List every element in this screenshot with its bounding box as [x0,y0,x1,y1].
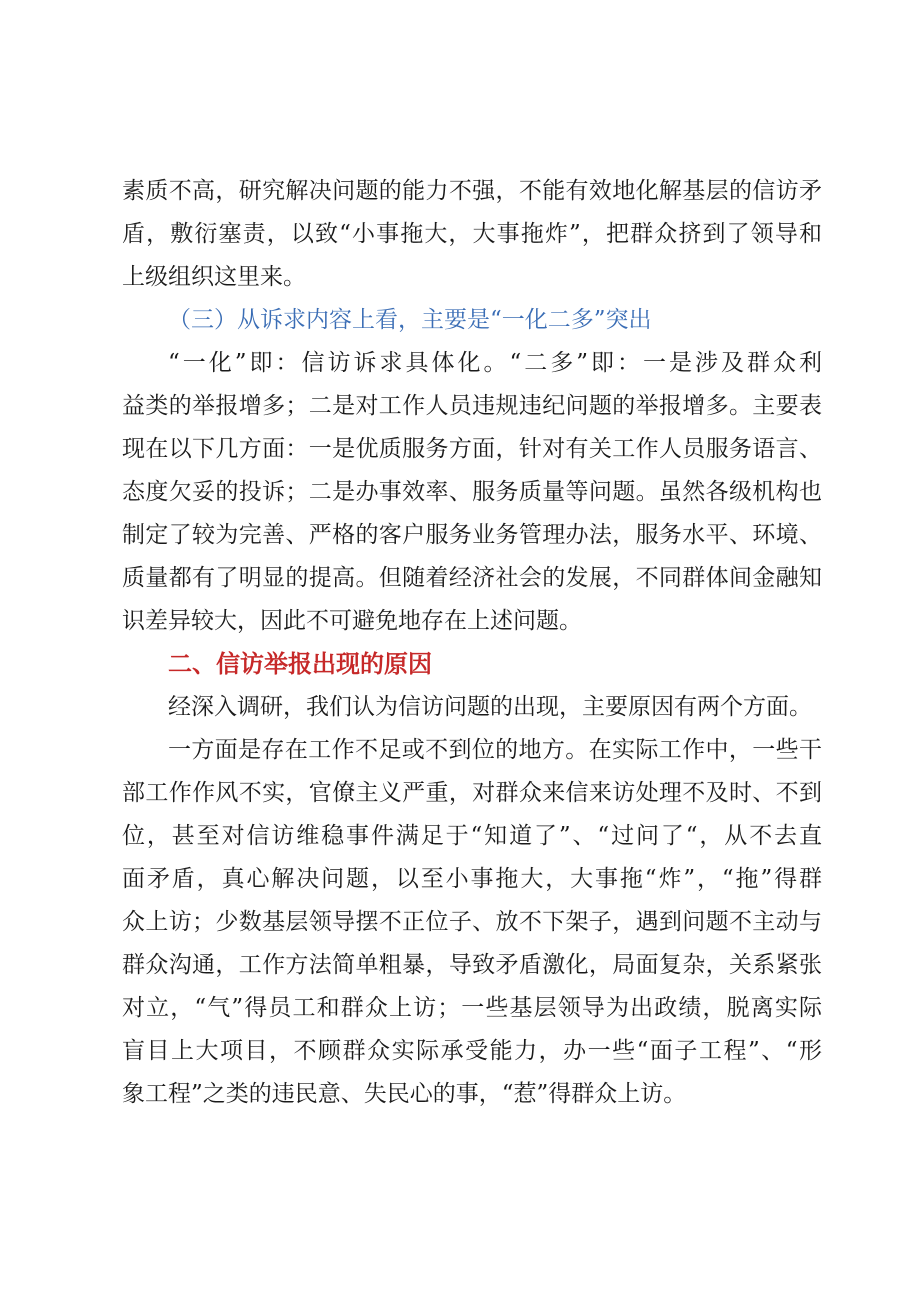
body-text-line: 制定了较为完善、严格的客户服务业务管理办法，服务水平、环境、 [122,522,822,548]
body-text-line: 众上访；少数基层领导摆不正位子、放不下架子，遇到问题不主动与 [122,909,822,935]
body-text-line: 对立，“气”得员工和群众上访；一些基层领导为出政绩，脱离实际 [122,995,822,1021]
body-text-line: 态度欠妥的投诉；二是办事效率、服务质量等问题。虽然各级机构也 [122,479,822,505]
body-text-line: 质量都有了明显的提高。但随着经济社会的发展，不同群体间金融知 [122,565,822,591]
body-text-line: 一方面是存在工作不足或不到位的地方。在实际工作中，一些干 [168,737,822,763]
body-text-line: 益类的举报增多；二是对工作人员违规违纪问题的举报增多。主要表 [122,393,822,419]
body-text-line: 部工作作风不实，官僚主义严重，对群众来信来访处理不及时、不到 [122,780,822,806]
body-text-line: 面矛盾，真心解决问题，以至小事拖大，大事拖“炸”，“拖”得群 [122,866,822,892]
body-text-line: “一化”即：信访诉求具体化。“二多”即：一是涉及群众利 [168,350,822,376]
body-text-line: 识差异较大，因此不可避免地存在上述问题。 [122,608,582,634]
body-text-line: 群众沟通，工作方法简单粗暴，导致矛盾激化，局面复杂，关系紧张 [122,952,822,978]
body-text-line: 象工程”之类的违民意、失民心的事，“惹”得群众上访。 [122,1081,687,1107]
body-text-line: 位，甚至对信访维稳事件满足于“知道了”、“过问了“，从不去直 [122,823,822,849]
body-text-line: 现在以下几方面：一是优质服务方面，针对有关工作人员服务语言、 [122,436,822,462]
section-heading: 二、信访举报出现的原因 [168,650,432,678]
body-text-line: 上级组织这里来。 [122,264,306,290]
body-text-line: 素质不高，研究解决问题的能力不强，不能有效地化解基层的信访矛 [122,178,822,204]
body-text-line: 盲目上大项目，不顾群众实际承受能力，办一些“面子工程”、“形 [122,1038,822,1064]
body-text-line: 经深入调研，我们认为信访问题的出现，主要原因有两个方面。 [168,694,812,720]
body-text-line: 盾，敷衍塞责，以致“小事拖大，大事拖炸”，把群众挤到了领导和 [122,221,822,247]
section-subheading: （三）从诉求内容上看，主要是“一化二多”突出 [168,307,652,333]
